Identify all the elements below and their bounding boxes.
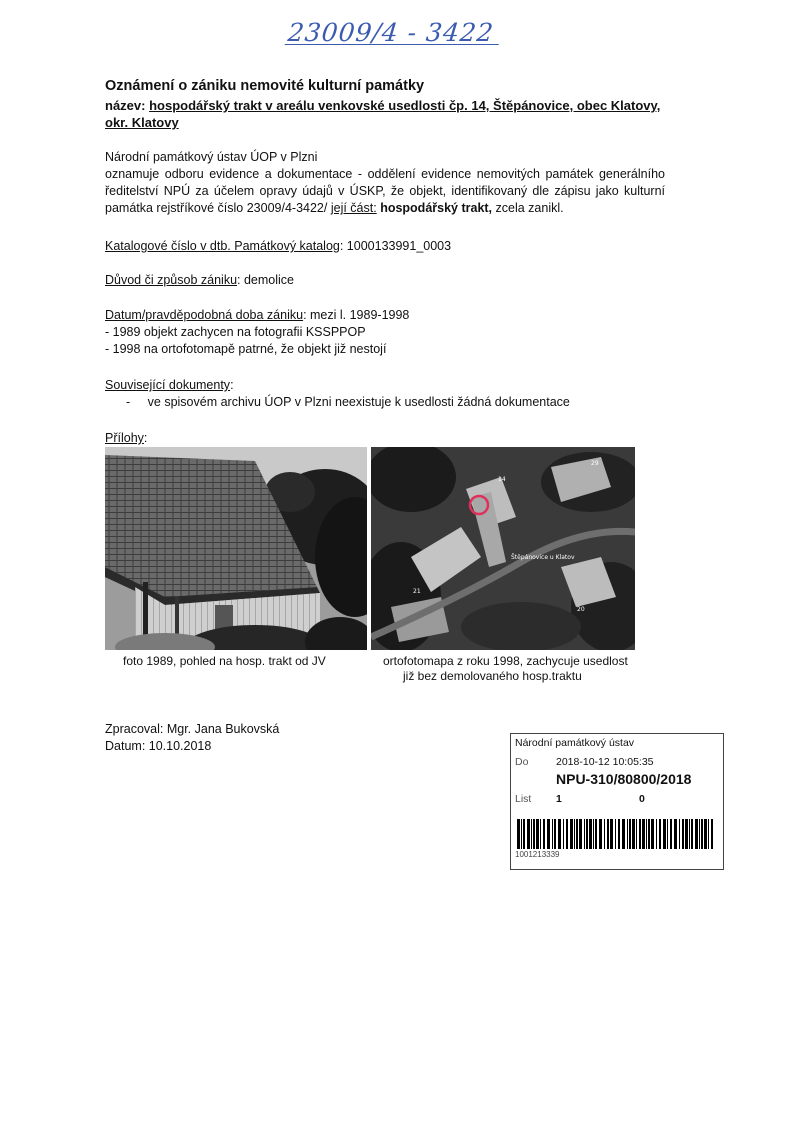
processed-by: Zpracoval: Mgr. Jana Bukovská: [105, 722, 280, 736]
historical-photo-1989: [105, 447, 367, 650]
map-place-label: Štěpánovice u Klatov: [511, 554, 575, 561]
barcode-bar: [523, 819, 525, 849]
barcode-bar: [689, 819, 690, 849]
barcode-bar: [540, 819, 541, 849]
related-colon: :: [230, 378, 234, 392]
barcode-bar: [586, 819, 588, 849]
barcode-bar: [595, 819, 597, 849]
barcode-bar: [517, 819, 520, 849]
barcode-bar: [685, 819, 688, 849]
barcode-bar: [607, 819, 609, 849]
photo-1989-caption: foto 1989, pohled na hosp. trakt od JV: [123, 654, 326, 668]
related-label: Související dokumenty: [105, 378, 231, 392]
barcode-bar: [570, 819, 573, 849]
barcode: [515, 819, 719, 852]
barcode-bar: [636, 819, 637, 849]
barcode-bar: [642, 819, 645, 849]
barcode-bar: [531, 819, 532, 849]
barcode-bar: [691, 819, 693, 849]
orthophoto-caption-line-1: ortofotomapa z roku 1998, zachycuje usedlost: [383, 654, 628, 668]
barcode-bar: [599, 819, 602, 849]
orthophoto-graphic: [371, 447, 635, 650]
stamp-do-label: Do: [515, 756, 529, 768]
related-documents-heading: [105, 377, 665, 394]
announcement-text: [105, 166, 665, 217]
barcode-bar: [695, 819, 698, 849]
barcode-bar: [543, 819, 545, 849]
attachments-colon: :: [143, 431, 148, 445]
barcode-bar: [674, 819, 677, 849]
catalog-value: : 1000133991_0003: [339, 239, 452, 253]
part-suffix: zcela zanikl.: [495, 201, 564, 215]
barcode-bar: [699, 819, 700, 849]
barcode-bar: [566, 819, 568, 849]
barcode-bar: [656, 819, 657, 849]
stamp-list-label: List: [515, 793, 532, 805]
date-value: : mezi l. 1989-1998: [303, 308, 410, 322]
barcode-bar: [593, 819, 594, 849]
barcode-bar: [711, 819, 713, 849]
reason-label: Důvod či způsob zániku: [105, 273, 238, 287]
barcode-bar: [552, 819, 553, 849]
orthophoto-map-1998: [371, 447, 635, 650]
barcode-bar: [579, 819, 582, 849]
barcode-bar: [618, 819, 620, 849]
stamp-timestamp: 2018-10-12 10:05:35: [556, 756, 654, 768]
map-marker-label: 29: [591, 460, 599, 467]
barcode-bar: [639, 819, 641, 849]
barcode-bar: [632, 819, 635, 849]
barcode-bar: [615, 819, 616, 849]
barcode-bar: [629, 819, 631, 849]
stamp-attachment-value: 0: [639, 793, 645, 805]
barcode-bar: [659, 819, 661, 849]
barcode-bar: [679, 819, 680, 849]
barcode-bar: [708, 819, 709, 849]
demise-reason: [105, 272, 665, 289]
barcode-bar: [663, 819, 666, 849]
institution-name: Národní památkový ústav ÚOP v Plzni: [105, 150, 318, 164]
attachments-label: Přílohy: [105, 431, 144, 445]
barcode-bar: [576, 819, 578, 849]
name-label: název:: [105, 98, 146, 113]
barcode-bar: [533, 819, 535, 849]
barcode-bar: [589, 819, 592, 849]
reason-value: : demolice: [237, 273, 295, 287]
related-item: [126, 394, 570, 411]
related-item-bullet: -: [126, 395, 131, 409]
barcode-bar: [622, 819, 625, 849]
barcode-bar: [627, 819, 628, 849]
date-label: Datum/pravděpodobná doba zániku: [105, 308, 304, 322]
map-marker-label: 14: [498, 476, 506, 483]
barcode-bar: [584, 819, 585, 849]
barcode-bar: [563, 819, 564, 849]
registry-stamp: [510, 733, 724, 870]
attachments-heading: [105, 430, 665, 447]
handwritten-registration-number: 23009/4 - 3422: [286, 18, 496, 47]
catalog-number: [105, 238, 665, 255]
barcode-bar: [610, 819, 613, 849]
barcode-bar: [554, 819, 556, 849]
stamp-list-value: 1: [556, 793, 562, 805]
orthophoto-caption-line-2: již bez demolovaného hosp.traktu: [403, 669, 582, 683]
barcode-bar: [646, 819, 647, 849]
barcode-number: 1001213339: [515, 850, 560, 859]
barcode-bar: [574, 819, 575, 849]
barcode-bar: [682, 819, 684, 849]
barcode-graphic: [515, 819, 719, 849]
name-value: hospodářský trakt v areálu venkovské usedlosti čp. 14, Štěpánovice, obec Klatovy, okr. Klatovy: [105, 98, 661, 130]
barn-photo-graphic: [105, 447, 367, 650]
related-item-text: ve spisovém archivu ÚOP v Plzni neexistuje k usedlosti žádná dokumentace: [147, 395, 570, 409]
barcode-bar: [604, 819, 605, 849]
barcode-bar: [704, 819, 707, 849]
barcode-bar: [651, 819, 654, 849]
stamp-org: Národní památkový ústav: [515, 737, 635, 749]
map-marker-label: 21: [413, 588, 421, 595]
barcode-bar: [667, 819, 668, 849]
map-marker-label: 20: [577, 606, 585, 613]
processed-date: Datum: 10.10.2018: [105, 739, 212, 753]
announcement-body: oznamuje odboru evidence a dokumentace - oddělení evidence nemovitých památek generálního ředitelství NPÚ za účelem opravy údajů v ÚSKP, že objekt, identifikovaný dle zápisu jako kulturní památka rejstříkové číslo 23009/4-3422/: [105, 167, 665, 215]
document-title: Oznámení o zániku nemovité kulturní památky: [105, 78, 425, 94]
date-note: - 1989 objekt zachycen na fotografii KSSPPOP: [105, 325, 366, 339]
part-value: hospodářský trakt,: [380, 201, 493, 215]
monument-name: [105, 97, 675, 131]
catalog-label: Katalogové číslo v dtb. Památkový katalog: [105, 239, 340, 253]
stamp-reference-number: NPU-310/80800/2018: [556, 771, 692, 787]
barcode-bar: [521, 819, 522, 849]
barcode-bar: [648, 819, 650, 849]
barcode-bar: [527, 819, 530, 849]
barcode-bar: [701, 819, 703, 849]
date-note: - 1998 na ortofotomapě patrné, že objekt již nestojí: [105, 342, 387, 356]
demise-date: [105, 307, 665, 324]
barcode-bar: [558, 819, 561, 849]
barcode-bar: [670, 819, 672, 849]
part-label: její část:: [330, 201, 377, 215]
barcode-bar: [536, 819, 539, 849]
barcode-bar: [547, 819, 550, 849]
